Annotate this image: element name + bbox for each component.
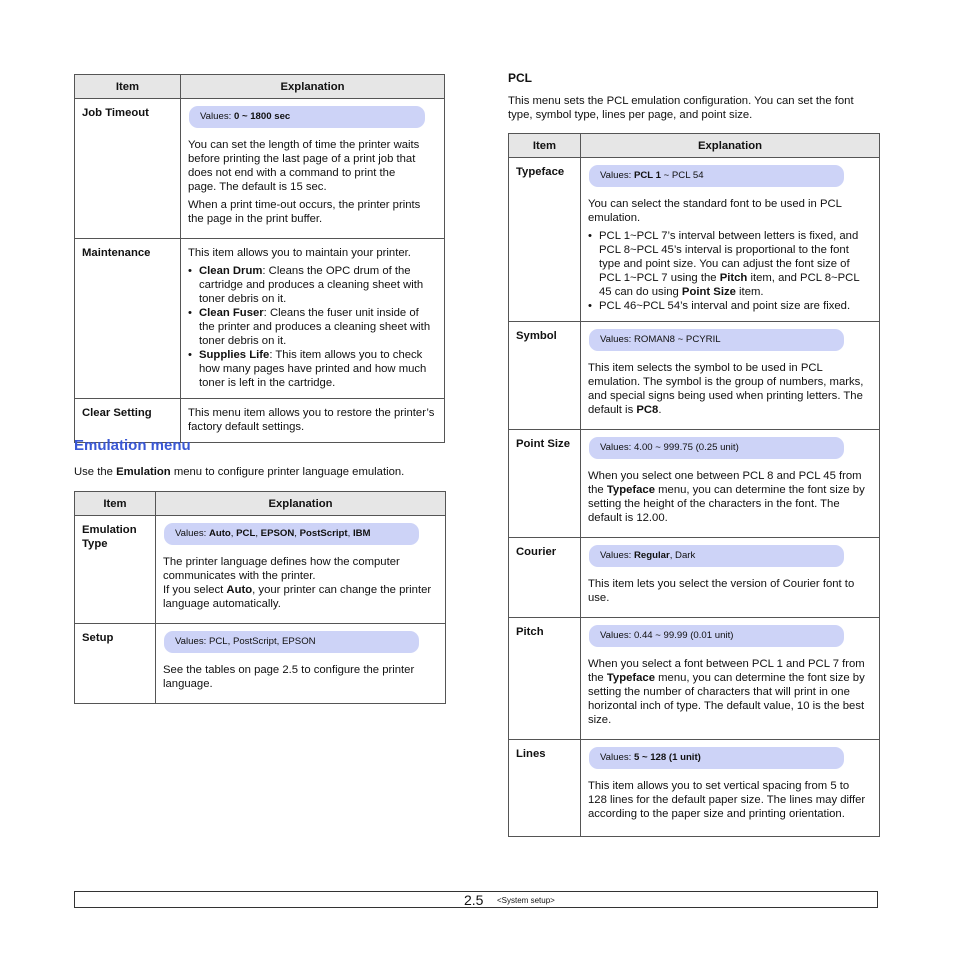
table-row (75, 516, 446, 624)
page-number: 2.5 (464, 892, 484, 908)
list-item: • PCL 1~PCL 7’s interval between letters is fixed, and PCL 8~PCL 45’s interval is proportional to the font type and point size. You can adjust the font size of PCL 1~PCL 7 using the Pitch item, and PCL 8~PCL 45 can do using Point Size item. (599, 229, 871, 299)
section-heading: PCL (508, 71, 532, 85)
table-row (509, 322, 880, 430)
description-text: You can set the length of time the printer waits before printing the last page of a print job that does not end with a command to print the page. The default is 15 sec. (188, 139, 420, 193)
emulation-table (74, 491, 446, 704)
description-text: When a print time-out occurs, the printer prints the page in the print buffer. (188, 199, 421, 225)
description-text: See the tables on page 2.5 to configure the printer language. (163, 664, 415, 690)
list-item: • Supplies Life: This item allows you to check how many pages have printed and how much toner is left in the cartridge. (199, 348, 436, 390)
footer-section-label: <System setup> (497, 896, 555, 905)
list-item: • PCL 46~PCL 54’s interval and point size are fixed. (599, 299, 871, 313)
column-header-item: Item (75, 492, 156, 516)
item-label: Courier (509, 538, 581, 618)
item-label: Emulation Type (75, 516, 156, 624)
pcl-table (508, 133, 880, 837)
table-row (509, 538, 880, 618)
values-pill: Values: ROMAN8 ~ PCYRIL (589, 329, 844, 351)
description-text: This item allows you to maintain your printer. (188, 247, 411, 259)
item-label: Typeface (509, 158, 581, 322)
section-intro: Use the Emulation menu to configure printer language emulation. (74, 466, 405, 478)
bullet-list (588, 229, 871, 313)
item-label: Maintenance (75, 239, 181, 399)
bullet-list (188, 264, 436, 390)
values-pill: Values: Auto, PCL, EPSON, PostScript, IBM (164, 523, 419, 545)
list-item: • Clean Fuser: Cleans the fuser unit inside of the printer and produces a cleaning sheet with toner debris on it. (199, 306, 436, 348)
table-row (75, 624, 446, 704)
table-row (509, 430, 880, 538)
page-footer (74, 891, 878, 908)
description-text: You can select the standard font to be used in PCL emulation. (588, 198, 842, 224)
description-text: When you select one between PCL 8 and PCL 45 from the Typeface menu, you can determine the font size by setting the height of the characters in the font. The default is 12.00. (588, 470, 865, 524)
table-row (509, 740, 880, 837)
description-text: This item allows you to set vertical spacing from 5 to 128 lines for the default paper size. The lines may differ according to the paper size and printing orientation. (588, 780, 866, 820)
values-pill: Values: 4.00 ~ 999.75 (0.25 unit) (589, 437, 844, 459)
column-header-item: Item (509, 134, 581, 158)
table-row (75, 399, 445, 443)
left-settings-table (74, 74, 445, 443)
description-text: This item lets you select the version of Courier font to use. (588, 578, 855, 604)
table-row (75, 239, 445, 399)
description-text: The printer language defines how the computer communicates with the printer. (163, 556, 400, 582)
values-pill: Values: 0 ~ 1800 sec (189, 106, 425, 128)
column-header-item: Item (75, 75, 181, 99)
item-label: Lines (509, 740, 581, 837)
item-label: Clear Setting (75, 399, 181, 443)
description-text: This menu item allows you to restore the printer’s factory default settings. (181, 399, 445, 443)
column-header-explanation: Explanation (581, 134, 880, 158)
description-text: If you select Auto, your printer can change the printer language automatically. (163, 584, 432, 610)
section-intro: This menu sets the PCL emulation configuration. You can set the font type, symbol type, lines per page, and point size. (508, 95, 854, 121)
values-pill: Values: 0.44 ~ 99.99 (0.01 unit) (589, 625, 844, 647)
item-label: Setup (75, 624, 156, 704)
table-row (75, 99, 445, 239)
item-label: Point Size (509, 430, 581, 538)
item-label: Pitch (509, 618, 581, 740)
table-row (509, 618, 880, 740)
column-header-explanation: Explanation (156, 492, 446, 516)
section-heading: Emulation menu (74, 437, 191, 454)
description-text: This item selects the symbol to be used in PCL emulation. The symbol is the group of numbers, marks, and special signs being used when printing letters. The default is PC8. (588, 362, 864, 416)
values-pill: Values: 5 ~ 128 (1 unit) (589, 747, 844, 769)
list-item: • Clean Drum: Cleans the OPC drum of the cartridge and produces a cleaning sheet with toner debris on it. (199, 264, 436, 306)
values-pill: Values: Regular, Dark (589, 545, 844, 567)
item-label: Job Timeout (75, 99, 181, 239)
table-row (509, 158, 880, 322)
values-pill: Values: PCL, PostScript, EPSON (164, 631, 419, 653)
description-text: When you select a font between PCL 1 and PCL 7 from the Typeface menu, you can determine the font size by setting the number of characters that will print in one horizontal inch of type. The default value, 10 is the best size. (588, 658, 865, 726)
values-pill: Values: PCL 1 ~ PCL 54 (589, 165, 844, 187)
column-header-explanation: Explanation (181, 75, 445, 99)
item-label: Symbol (509, 322, 581, 430)
